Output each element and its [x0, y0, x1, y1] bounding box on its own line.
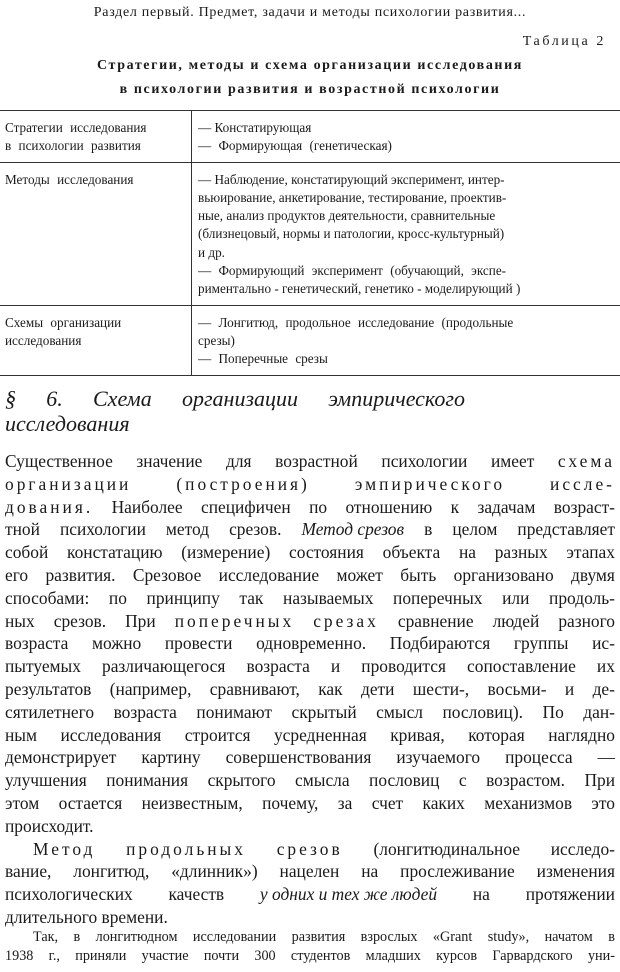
row-content-line: риментально - генетический, генетико - моделирующий )	[198, 281, 521, 297]
table-row	[0, 162, 620, 305]
word: картину	[141, 747, 201, 768]
row-content-line: — Лонгитюд, продольное исследование (продольные	[198, 314, 514, 330]
word: усредненная	[273, 724, 367, 745]
word: скрытого	[207, 770, 276, 791]
section-heading	[5, 386, 465, 436]
word: двумя	[571, 564, 615, 585]
word: в	[608, 929, 615, 945]
word: демонстрирует	[5, 747, 117, 768]
word: скрытый	[291, 701, 357, 722]
row-content-line: — Поперечные срезы	[198, 351, 328, 367]
text-line	[5, 541, 615, 564]
word: объекта	[382, 542, 441, 563]
word: 300	[254, 948, 276, 964]
word: По	[542, 701, 564, 722]
word: одновременно.	[256, 633, 367, 654]
word: принципу	[146, 587, 220, 608]
word: вание,	[5, 861, 52, 882]
word: этом	[5, 792, 40, 813]
row-content-line: — Формирующий эксперимент (обучающий, экспе-	[198, 263, 507, 279]
running-header	[0, 2, 620, 24]
word: поперечных	[393, 587, 483, 608]
word: эмпирического	[354, 473, 506, 494]
word: Срезовое	[132, 564, 202, 585]
word: Гарвардского	[492, 948, 573, 964]
table-title-line: Стратегии, методы и схема организации исследования	[97, 58, 523, 73]
word: и	[564, 678, 575, 699]
word: каких	[422, 792, 465, 813]
word: различающегося	[102, 656, 226, 677]
text-line	[5, 860, 615, 883]
word: задачам	[477, 496, 536, 517]
word: ным	[5, 724, 37, 745]
word: называемых	[283, 587, 374, 608]
footnote	[5, 928, 615, 966]
word: провести	[164, 633, 233, 654]
word: Подбираются	[389, 633, 491, 654]
word: При	[125, 610, 156, 631]
word: смысл	[376, 701, 423, 722]
word: имеет	[490, 451, 535, 471]
word: разных	[494, 542, 548, 563]
table-number: Таблица 2	[522, 34, 606, 49]
word: разного	[558, 610, 615, 631]
word: почти	[203, 948, 240, 964]
row-content-line: и др.	[198, 244, 225, 260]
section-heading-line: исследования	[5, 411, 130, 436]
text-line	[5, 746, 615, 769]
word: для	[225, 451, 252, 471]
text-line	[5, 678, 615, 701]
row-label-line: в психологии развития	[5, 138, 141, 154]
text-line	[5, 769, 615, 792]
row-label-line: Схемы организации	[5, 314, 122, 330]
word: срезах	[313, 610, 379, 631]
word: за	[337, 792, 353, 813]
word: младших	[365, 948, 421, 964]
word: г.,	[48, 948, 60, 964]
word: поперечных	[174, 610, 295, 631]
word: тной	[5, 519, 40, 540]
table-title	[0, 54, 620, 102]
word: 6.	[46, 386, 63, 411]
word: участие	[141, 948, 189, 964]
word: возрастной	[275, 451, 358, 471]
word: изменения	[536, 861, 615, 882]
word: организации	[5, 473, 132, 494]
text-line	[5, 473, 615, 496]
word: механизмов	[484, 792, 573, 813]
word: сравнение	[397, 610, 474, 631]
word: Схема	[93, 386, 152, 411]
word: дан-	[583, 701, 615, 722]
row-content-line: срезы)	[198, 332, 235, 348]
row-content-line: — Констатирующая	[198, 120, 312, 135]
row-content-line: ные, анализ продуктов деятельности, сравнительные	[198, 208, 496, 224]
word: «длинник»)	[171, 861, 258, 882]
word: (измерение)	[181, 542, 271, 563]
word: исследо-	[550, 838, 615, 859]
row-content-cell	[192, 305, 620, 375]
word: продоль-	[549, 587, 615, 608]
word: нацелен	[279, 861, 340, 882]
word: на	[472, 884, 490, 905]
word: прослеживание	[400, 861, 515, 882]
word: При	[584, 770, 615, 791]
word: возраста	[113, 701, 177, 722]
footnote-line	[5, 928, 615, 947]
word: возраста	[246, 656, 310, 677]
word: исследование	[218, 564, 320, 585]
word: срезов.	[229, 519, 282, 540]
word: де-	[592, 678, 615, 699]
row-content-cell	[192, 111, 620, 163]
word: на	[361, 861, 379, 882]
word: по	[108, 587, 127, 608]
text-line	[5, 587, 615, 610]
text-line	[5, 655, 615, 678]
word: в	[424, 519, 433, 540]
word: восьми-	[487, 678, 547, 699]
word: организовано	[453, 564, 554, 585]
body-text	[5, 450, 615, 929]
text-line	[5, 838, 615, 861]
word: протяжении	[525, 884, 615, 905]
text-line	[5, 518, 615, 541]
text-line	[5, 906, 615, 929]
word: срезов	[276, 838, 343, 859]
word: пословиц).	[442, 701, 523, 722]
text-line	[5, 815, 615, 838]
word: study»,	[487, 929, 530, 945]
word: возрастом.	[486, 770, 565, 791]
row-label-line: Стратегии исследования	[5, 120, 147, 135]
word: —	[597, 747, 615, 768]
word: улучшения	[5, 770, 87, 791]
word: по	[309, 496, 328, 517]
strategies-table	[0, 110, 620, 376]
text-line	[5, 701, 615, 724]
word: быть	[400, 564, 437, 585]
spaced-term: схема	[557, 451, 615, 471]
row-label-line: Методы исследования	[5, 171, 134, 187]
word: возраст-	[553, 496, 615, 517]
word: которая	[468, 724, 525, 745]
word: (построения)	[176, 473, 310, 494]
word: их	[596, 656, 615, 677]
word: возраста	[5, 633, 69, 654]
word: как	[318, 678, 343, 699]
word: совершенствования	[225, 747, 372, 768]
word: можно	[91, 633, 142, 654]
word: «Grant	[432, 929, 473, 945]
row-label-line: исследования	[5, 332, 82, 348]
word: психологических	[5, 884, 133, 905]
row-label-cell	[0, 162, 192, 305]
word: пытуемых	[5, 656, 81, 677]
word: остается	[58, 792, 123, 813]
word: это	[591, 792, 615, 813]
row-content-cell	[192, 162, 620, 305]
text-line	[5, 610, 615, 633]
word: людей	[492, 610, 540, 631]
word: развития	[291, 929, 346, 945]
word: целом	[452, 519, 498, 540]
word: срезов.	[53, 610, 107, 631]
row-content-line: вьюирование, анкетирование, тестирование, проектив-	[198, 189, 507, 205]
word: ис-	[592, 633, 615, 654]
word: продольных	[126, 838, 246, 859]
word: метод	[165, 519, 210, 540]
text-line-content: длительного времени.	[5, 906, 168, 927]
table-title-line: в психологии развития и возрастной психологии	[119, 82, 501, 97]
text-line-content: происходит.	[5, 815, 94, 836]
word: кривая,	[390, 724, 445, 745]
word: сятилетнего	[5, 701, 95, 722]
word: в	[73, 929, 81, 945]
word: 1938	[5, 948, 34, 964]
word: строится	[184, 724, 251, 745]
word: значение	[136, 451, 203, 471]
word: проводится	[361, 656, 446, 677]
word: организации	[181, 386, 299, 411]
word: представляет	[517, 519, 615, 540]
word: психологии	[59, 519, 146, 540]
word: пословиц	[369, 770, 440, 791]
word: иссле-	[550, 473, 615, 494]
word: к	[450, 496, 460, 517]
word: может	[336, 564, 383, 585]
word: психологии	[381, 451, 468, 471]
word: Метод	[33, 838, 96, 859]
word: счет	[371, 792, 404, 813]
word: его	[5, 564, 29, 585]
word: Существенное	[5, 451, 113, 471]
row-content-line: (близнецовый, нормы и патологии, кросс-культурный)	[198, 226, 505, 242]
word: качеств	[168, 884, 225, 905]
word: группы	[513, 633, 569, 654]
text-line	[5, 792, 615, 815]
footnote-line	[5, 947, 615, 966]
word: так	[239, 587, 264, 608]
word: взрослых	[360, 929, 418, 945]
word: с	[458, 770, 467, 791]
word: понимания	[106, 770, 189, 791]
word: лонгитюдном	[95, 929, 178, 945]
table-row	[0, 305, 620, 375]
row-content-line: — Формирующая (генетическая)	[198, 138, 392, 154]
word: отношению	[345, 496, 433, 517]
italic-term: у одних и тех же людей	[259, 884, 438, 905]
word: понимают	[196, 701, 272, 722]
word: дети	[360, 678, 395, 699]
word: почему,	[262, 792, 319, 813]
word: Так,	[33, 929, 59, 945]
word: способами:	[5, 587, 90, 608]
word: начатом	[544, 929, 593, 945]
word: студентов	[290, 948, 351, 964]
word: сравнивают,	[209, 678, 300, 699]
word: изучаемого	[396, 747, 481, 768]
word: (лонгитюдинальное	[373, 838, 520, 859]
word: §	[5, 386, 16, 411]
word: собой	[5, 542, 49, 563]
text-line	[5, 632, 615, 655]
row-label-cell	[0, 305, 192, 375]
word: Наиболее	[111, 496, 183, 517]
word: или	[502, 587, 530, 608]
word: наглядно	[548, 724, 615, 745]
spaced-term: дования.	[5, 496, 94, 517]
word: результатов	[5, 678, 92, 699]
running-header-text: Раздел первый. Предмет, задачи и методы психологии развития...	[93, 5, 527, 20]
word: неизвестным,	[141, 792, 243, 813]
row-label-cell	[0, 111, 192, 163]
word: шести-,	[412, 678, 470, 699]
word: (например,	[109, 678, 192, 699]
word: процесса	[505, 747, 573, 768]
text-line	[5, 450, 615, 473]
word: ных	[5, 610, 35, 631]
italic-term: Метод срезов	[301, 519, 405, 540]
word: приняли	[75, 948, 127, 964]
text-line	[5, 883, 615, 906]
word: развития.	[45, 564, 116, 585]
word: лонгитюд,	[73, 861, 150, 882]
word: эмпирического	[328, 386, 465, 411]
word: этапах	[566, 542, 615, 563]
word: специфичен	[200, 496, 291, 517]
word: на	[458, 542, 476, 563]
word: исследовании	[192, 929, 277, 945]
word: и	[330, 656, 341, 677]
text-line	[5, 724, 615, 747]
section-heading-line	[5, 386, 465, 411]
text-line	[5, 496, 615, 519]
row-content-line: — Наблюдение, констатирующий эксперимент, интер-	[198, 171, 505, 187]
word: сопоставление	[467, 656, 576, 677]
word: исследования	[60, 724, 162, 745]
word: смысла	[295, 770, 350, 791]
word: состояния	[288, 542, 364, 563]
table-row	[0, 111, 620, 163]
text-line	[5, 564, 615, 587]
word: констатацию	[67, 542, 163, 563]
word: уни-	[587, 948, 615, 964]
word: курсов	[436, 948, 478, 964]
